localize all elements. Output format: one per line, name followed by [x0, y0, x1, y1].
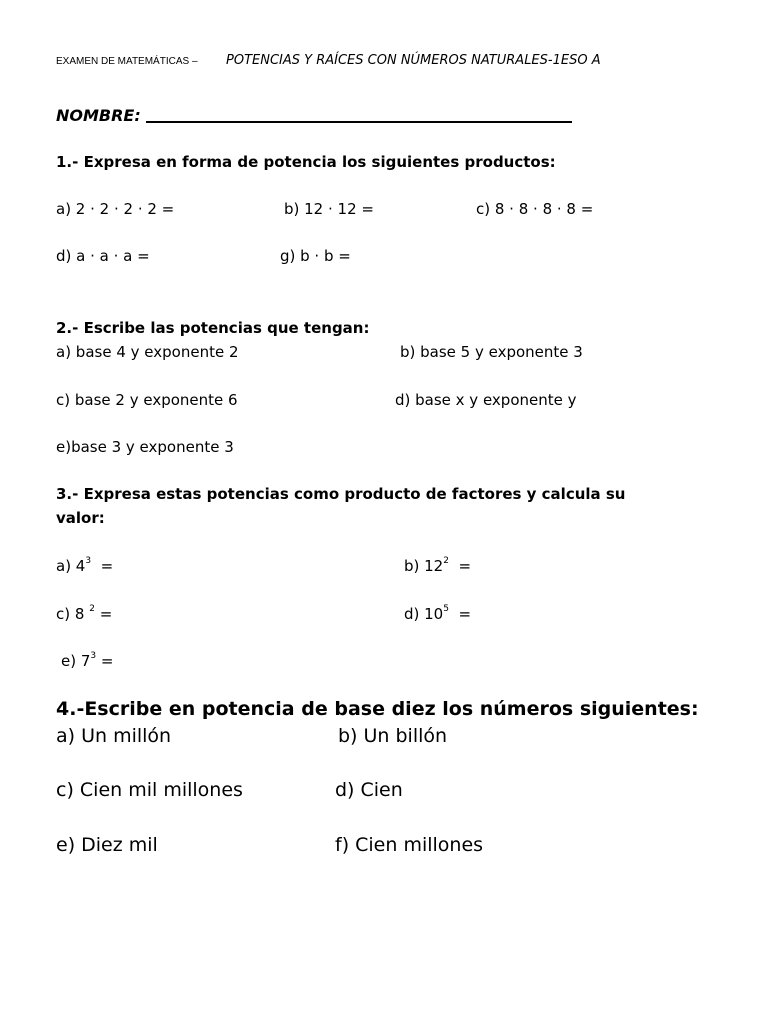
- q4-item-c: c) Cien mil millones: [56, 779, 243, 801]
- q4-item-e: e) Diez mil: [56, 834, 158, 856]
- q4-item-d: d) Cien: [335, 779, 403, 801]
- exam-header-topic: POTENCIAS Y RAÍCES CON NÚMEROS NATURALES-1ESO A: [226, 53, 601, 68]
- q2-item-b: b) base 5 y exponente 3: [400, 343, 583, 361]
- q3-item-d: d) $10^5$ =: [404, 604, 472, 623]
- name-label: NOMBRE:: [56, 106, 141, 125]
- q2-item-c: c) base 2 y exponente 6: [56, 391, 238, 409]
- question-4-title: 4.-Escribe en potencia de base diez los números siguientes:: [56, 698, 699, 720]
- question-3-title-line1: 3.- Expresa estas potencias como producto de factores y calcula su: [56, 485, 626, 503]
- q1-item-g: g) b · b =: [280, 247, 351, 265]
- q1-item-c: c) 8 · 8 · 8 · 8 =: [476, 200, 594, 218]
- q1-item-d: d) a · a · a =: [56, 247, 150, 265]
- q2-item-e: e)base 3 y exponente 3: [56, 438, 234, 456]
- q4-item-a: a) Un millón: [56, 725, 172, 747]
- q1-item-a: a) 2 · 2 · 2 · 2 =: [56, 200, 175, 218]
- q4-item-f: f) Cien millones: [335, 834, 484, 856]
- question-3-title-line2: valor:: [56, 509, 105, 527]
- q4-item-b: b) Un billón: [338, 725, 448, 747]
- q2-item-d: d) base x y exponente y: [395, 391, 577, 409]
- q3-item-c: c) 8 $^2$ =: [56, 604, 113, 623]
- name-field-line: [146, 121, 572, 123]
- q3-item-e: e) $7^3$ =: [61, 651, 114, 670]
- q3-item-b: b) $12^2$ =: [404, 556, 472, 575]
- q1-item-b: b) 12 · 12 =: [284, 200, 374, 218]
- question-2-title: 2.- Escribe las potencias que tengan:: [56, 319, 370, 337]
- q2-item-a: a) base 4 y exponente 2: [56, 343, 239, 361]
- question-1-title: 1.- Expresa en forma de potencia los siguientes productos:: [56, 153, 556, 171]
- exam-header-prefix: EXAMEN DE MATEMÁTICAS –: [56, 56, 198, 67]
- q3-item-a: a) $4^3$ =: [56, 556, 114, 575]
